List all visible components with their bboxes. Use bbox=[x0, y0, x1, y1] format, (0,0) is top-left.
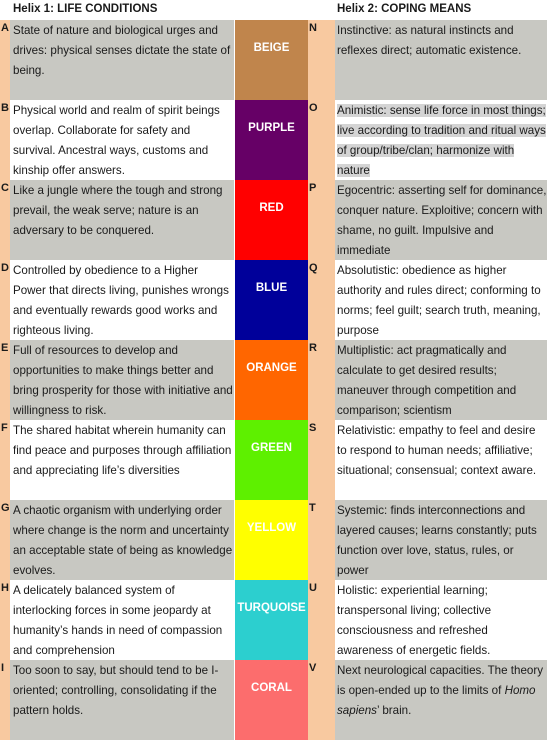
color-level-cell: TURQUOISE bbox=[235, 580, 308, 660]
coping-means-text: Systemic: finds interconnections and layered causes; learns constantly; puts function over love, status, rules, or power bbox=[335, 500, 547, 580]
right-column-header: Helix 2: COPING MEANS bbox=[337, 3, 472, 15]
life-conditions-text: A chaotic organism with underlying order where change is the norm and uncertainty an acceptable state of being as knowledge evolves. bbox=[10, 500, 234, 580]
life-conditions-text: Too soon to say, but should tend to be I-oriented; controlling, consolidating if the pattern holds. bbox=[10, 660, 234, 740]
life-conditions-text: A delicately balanced system of interlocking forces in some jeopardy at humanity’s hands in need of compassion and comprehension bbox=[10, 580, 234, 660]
left-row-letter: C bbox=[0, 180, 10, 260]
table-row bbox=[0, 660, 547, 740]
life-conditions-text: The shared habitat wherein humanity can find peace and purposes through affiliation and appreciating life’s diversities bbox=[10, 420, 234, 500]
coping-means-text: Multiplistic: act pragmatically and calculate to get desired results; maneuver through competition and comparison; scientism bbox=[335, 340, 547, 420]
table-row bbox=[0, 420, 547, 500]
left-row-letter: H bbox=[0, 580, 10, 660]
table-row bbox=[0, 260, 547, 340]
coping-means-text: Next neurological capacities. The theory is open-ended up to the limits of Homo sapiens’ brain. bbox=[335, 660, 547, 740]
right-row-letter: T bbox=[308, 500, 335, 580]
color-level-cell: CORAL bbox=[235, 660, 308, 740]
life-conditions-text: Full of resources to develop and opportunities to make things better and bring prosperity for those with initiative and willingness to risk. bbox=[10, 340, 234, 420]
table-row bbox=[0, 500, 547, 580]
color-level-cell: RED bbox=[235, 180, 308, 260]
left-row-letter: D bbox=[0, 260, 10, 340]
life-conditions-text: Like a jungle where the tough and strong prevail, the weak serve; nature is an adversary to be conquered. bbox=[10, 180, 234, 260]
left-row-letter: G bbox=[0, 500, 10, 580]
color-level-cell: BLUE bbox=[235, 260, 308, 340]
right-row-letter: Q bbox=[308, 260, 335, 340]
right-row-letter: S bbox=[308, 420, 335, 500]
right-row-letter: O bbox=[308, 100, 335, 180]
coping-means-text: Egocentric: asserting self for dominance, conquer nature. Exploitive; concern with shame, no guilt. Impulsive and immediate bbox=[335, 180, 547, 260]
coping-means-text: Instinctive: as natural instincts and reflexes direct; automatic existence. bbox=[335, 20, 547, 100]
right-row-letter: N bbox=[308, 20, 335, 100]
life-conditions-text: Physical world and realm of spirit beings overlap. Collaborate for safety and survival. Ancestral ways, customs and kinship offer answers. bbox=[10, 100, 234, 180]
life-conditions-text: Controlled by obedience to a Higher Power that directs living, punishes wrongs and eventually rewards good works and righteous living. bbox=[10, 260, 234, 340]
table-row bbox=[0, 580, 547, 660]
color-level-cell: BEIGE bbox=[235, 20, 308, 100]
coping-means-text: Animistic: sense life force in most things; live according to tradition and ritual ways of group/tribe/clan; harmonize with nature bbox=[335, 100, 547, 180]
coping-means-text: Relativistic: empathy to feel and desire to respond to human needs; affiliative; situational; consensual; context aware. bbox=[335, 420, 547, 500]
table-row bbox=[0, 100, 547, 180]
right-row-letter: U bbox=[308, 580, 335, 660]
left-row-letter: E bbox=[0, 340, 10, 420]
color-level-cell: GREEN bbox=[235, 420, 308, 500]
coping-means-text: Holistic: experiential learning; transpersonal living; collective consciousness and refreshed awareness of energetic fields. bbox=[335, 580, 547, 660]
color-level-cell: PURPLE bbox=[235, 100, 308, 180]
table-header bbox=[0, 0, 547, 19]
left-column-header: Helix 1: LIFE CONDITIONS bbox=[13, 3, 158, 15]
left-row-letter: A bbox=[0, 20, 10, 100]
left-row-letter: B bbox=[0, 100, 10, 180]
left-row-letter: I bbox=[0, 660, 10, 740]
right-row-letter: R bbox=[308, 340, 335, 420]
color-level-cell: YELLOW bbox=[235, 500, 308, 580]
right-row-letter: P bbox=[308, 180, 335, 260]
table-row bbox=[0, 20, 547, 100]
table-row bbox=[0, 340, 547, 420]
color-level-cell: ORANGE bbox=[235, 340, 308, 420]
life-conditions-text: State of nature and biological urges and drives: physical senses dictate the state of being. bbox=[10, 20, 234, 100]
table-row bbox=[0, 180, 547, 260]
left-row-letter: F bbox=[0, 420, 10, 500]
coping-means-text: Absolutistic: obedience as higher authority and rules direct; conforming to norms; feel guilt; search truth, meaning, purpose bbox=[335, 260, 547, 340]
right-row-letter: V bbox=[308, 660, 335, 740]
